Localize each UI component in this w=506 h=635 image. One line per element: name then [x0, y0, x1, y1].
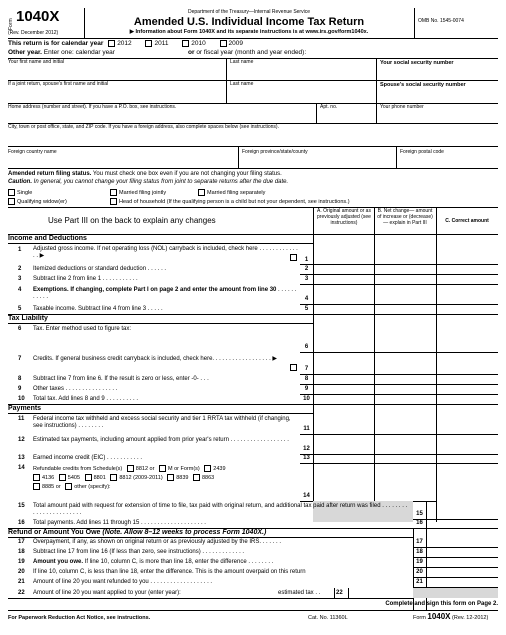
filing-mfj[interactable]: Married filing jointly [110, 189, 166, 196]
line-14-row3: 8885 or other (specify): [33, 483, 111, 490]
spouse-ssn-field[interactable]: Spouse's social security number [380, 82, 466, 88]
section-income: Income and Deductions [8, 235, 87, 242]
form-8801-checkbox[interactable] [85, 474, 92, 481]
year-2010-label: 2010 [191, 40, 206, 48]
form-revision: (Rev. December 2012) [8, 30, 59, 36]
spouse-last-name-field[interactable]: Last name [230, 81, 254, 87]
line-1-number: 1 [18, 247, 22, 253]
line-6-text[interactable]: Tax. Enter method used to figure tax: [33, 326, 132, 332]
line-11-text: Federal income tax withheld and excess social security and tier 1 RRTA tax withheld (if changing, see instructions) . . . . . . . . [33, 416, 291, 429]
line-19-text: Amount you owe. If line 10, column C, is more than line 18, enter the difference . . . . . . . . [33, 559, 274, 565]
other-year-row [8, 49, 115, 57]
line-10-text: Total tax. Add lines 8 and 9 . . . . . . . . . . [33, 396, 139, 402]
line-12-text: Estimated tax payments, including amount applied from prior year's return . . . . . . . . . . . . . . . . . . [33, 437, 289, 443]
info-line: ▶ Information about Form 1040X and its separate instructions is at www.irs.gov/form1040x. [129, 29, 369, 35]
line-20-text: If line 10, column C, is less than line 18, enter the difference. This is the amount overpaid on this return [33, 569, 306, 575]
other-specify-checkbox[interactable] [65, 483, 72, 490]
line-4-text: Exemptions. If changing, complete Part I on page 2 and enter the amount from line 30 . . . . . . . . . . . [33, 287, 297, 300]
year-2009-label: 2009 [228, 40, 244, 48]
omb-number: OMB No. 1545-0074 [418, 18, 464, 24]
gbc-checkbox[interactable] [290, 364, 297, 371]
filing-status-heading: Amended return filing status. You must check one box even if you are not changing your filing status. [8, 171, 282, 177]
complete-sign-note: Complete and sign this form on Page 2. [385, 601, 498, 607]
explain-changes-text: Use Part III on the back to explain any changes [48, 216, 216, 225]
apt-field[interactable]: Apt. no. [320, 104, 338, 110]
other-year-label: Other year. [8, 49, 42, 56]
form-1040x: Form 1040X (Rev. December 2012) Department of the Treasury—Internal Revenue Service Amended U.S. Individual Income Tax Return ▶ Information about Form 1040X and its separate instructions is at www.irs.gov/form1040x. OMB No. 1545-0074 This return is for calendar year 2012 2011 2010 2009 Other year. Enter one: calendar year or or fiscal year (month and year ended): Your first name and initial Last name Your social security number If a joint return, spouse's first name and initial Last name Spouse's social security number Home address (number and street). If you have a P.O. box, see instructions. Apt. no. Your phone number City, town or post office, state, and ZIP code. If you have a foreign address, also complete spaces below (see instructions). Foreign country name Foreign province/state/county Foreign postal code Amended return filing status. You must check one box even if you are not changing your filing status. Caution. In general, you cannot change your filing status from joint to separate returns after the due date. Single Married filing jointly Married filing separately Qualifying widow(er) Head of household (If the qualifying person is a child but not your dependent, see instructions.) Use Part III on the back to explain any changes A. Original amount or as previously adjusted (see instructions) B. Net change— amount of increase or (decrease)— explain in Part III C. Correct amount Income and Deductions 1 Adjusted gross income. If net operating loss (NOL) carryback is included, check here . . . . . . . . . . . . . . ▶ 1 2 Itemized deductions or standard deduction . . . . . . 2 3 Subtract line 2 from line 1 . . . . . . . . . . . 3 4 Exemptions. If changing, complete Part I on page 2 and enter the amount from line 30 . . . . . . . . . . . 4 5 Taxable income. Subtract line 4 from line 3 . . . . . 5 Tax Liability 6 Tax. Enter method used to figure tax: 6 7 Credits. If general business credit carryback is included, check here. . . . . . . . . . . . . . . . . . ▶ 7 8 Subtract line 7 from line 6. If the result is zero or less, enter -0- . . . 8 9 Other taxes . . . . . . . . . . . . . . . . 9 10 Total tax. Add lines 8 and 9 . . . . . . . . . . 10 Payments 11 Federal income tax withheld and excess social security and tier 1 RRTA tax withheld (if changing, see instructions) . . . . . . . . 11 12 Estimated tax payments, including amount applied from prior year's return . . . . . . . . . . . . . . . . . . 12 13 Earned income credit (EIC) . . . . . . . . . . . 13 14 Refundable credits from Schedule(s) 8812 or M or Form(s) 2439 4136 5405 8801 8812 (2009-2011) 8839 8863 8885 or other (specify): 14 15 Total amount paid with request for extension of time to file, tax paid with original return, and additional tax paid after return was filed . . . . . . . . . . . . . . . . . . . . . . . 15 16 Total payments. Add lines 11 through 15 . . . . . . . . . . . . . . . . . . . . 16 Refund or Amount You Owe (Note. Allow 8–12 weeks to process Form 1040X.) 17 Overpayment, if any, as shown on original return or as previously adjusted by the IRS. . . . . . . 17 18 Subtract line 17 from line 16 (If less than zero, see instructions) . . . . . . . . . . . . . 18 19 Amount you owe. If line 10, column C, is more than line 18, enter the difference . . . . . . . . 19 20 If line 10, column C, is less than line 18, enter the difference. This is the amount overpaid on this return 20 21 Amount of line 20 you want refunded to you . . . . . . . . . . . . . . . . . . . 21 22 Amount of line 20 you want applied to your (enter year): estimated tax . . 22 Complete and sign this form on Page 2. For Paperwork Reduction Act Notice, see instructions. Cat. No. 11360L Form 1040X (Rev. 12-2012) [8, 8, 498, 621]
phone-field[interactable]: Your phone number [380, 104, 424, 110]
filing-qw[interactable]: Qualifying widow(er) [8, 198, 67, 205]
form-8863-checkbox[interactable] [193, 474, 200, 481]
spouse-first-name-field[interactable]: If a joint return, spouse's first name and initial [8, 81, 109, 87]
footer-form: Form 1040X (Rev. 12-2012) [413, 612, 489, 621]
column-c-header: C. Correct amount [445, 218, 489, 224]
home-address-field[interactable]: Home address (number and street). If you have a P.O. box, see instructions. [8, 104, 177, 110]
city-field[interactable]: City, town or post office, state, and ZIP code. If you have a foreign address, also complete spaces below (see instructions). [8, 124, 279, 130]
last-name-field[interactable]: Last name [230, 59, 254, 65]
year-2012-checkbox[interactable] [108, 40, 115, 47]
line-9-text: Other taxes . . . . . . . . . . . . . . . . [33, 386, 118, 392]
foreign-province-field[interactable]: Foreign province/state/county [242, 149, 308, 155]
line-5-text: Taxable income. Subtract line 4 from line 3 . . . . . [33, 306, 163, 312]
cat-number: Cat. No. 11360L [308, 615, 348, 621]
form-8812b-checkbox[interactable] [110, 474, 117, 481]
line-16-text: Total payments. Add lines 11 through 15 . . . . . . . . . . . . . . . . . . . . [33, 520, 206, 526]
form-4136-checkbox[interactable] [33, 474, 40, 481]
department: Department of the Treasury—Internal Revenue Service [187, 9, 310, 15]
sched-8812-checkbox[interactable] [127, 465, 134, 472]
line-3-text: Subtract line 2 from line 1 . . . . . . . . . . . [33, 276, 138, 282]
year-2011-checkbox[interactable] [145, 40, 152, 47]
line-21-text: Amount of line 20 you want refunded to you . . . . . . . . . . . . . . . . . . . [33, 579, 213, 585]
line-22-text: Amount of line 20 you want applied to your (enter year): [33, 590, 181, 596]
line-18-text: Subtract line 17 from line 16 (If less than zero, see instructions) . . . . . . . . . . . . . [33, 549, 245, 555]
year-2009-checkbox[interactable] [220, 40, 227, 47]
first-name-field[interactable]: Your first name and initial [8, 59, 64, 65]
other-year-text: Enter one: calendar year [43, 49, 115, 56]
line-17-text: Overpayment, if any, as shown on original return or as previously adjusted by the IRS. . . . . . . [33, 539, 282, 545]
year-2012-label: 2012 [117, 40, 132, 48]
section-refund: Refund or Amount You Owe (Note. Allow 8–12 weeks to process Form 1040X.) [8, 529, 267, 536]
line-7-text: Credits. If general business credit carryback is included, check here. . . . . . . . . . . . . . . . . . ▶ [33, 356, 278, 362]
form-8885-checkbox[interactable] [33, 483, 40, 490]
line-22-estimated: estimated tax . . [278, 590, 321, 596]
column-b-header: B. Net change— amount of increase or (decrease)— explain in Part III [377, 208, 433, 226]
fiscal-year-text[interactable]: or or fiscal year (month and year ended): [188, 49, 307, 56]
sched-m-checkbox[interactable] [159, 465, 166, 472]
paperwork-notice: For Paperwork Reduction Act Notice, see instructions. [8, 615, 151, 621]
year-2011-label: 2011 [154, 40, 169, 48]
year-label: This return is for calendar year [8, 40, 104, 48]
section-tax: Tax Liability [8, 315, 48, 322]
form-number: 1040X [16, 8, 60, 25]
line-8-text: Subtract line 7 from line 6. If the result is zero or less, enter -0- . . . [33, 376, 209, 382]
form-5405-checkbox[interactable] [59, 474, 66, 481]
section-payments: Payments [8, 405, 42, 412]
line-14-row2: 4136 5405 8801 8812 (2009-2011) 8839 8863 [33, 474, 214, 481]
line-13-text: Earned income credit (EIC) . . . . . . . . . . . [33, 455, 143, 461]
form-label-vertical: Form [8, 18, 14, 30]
filing-single[interactable]: Single [8, 189, 32, 196]
line-22-box: 22 [336, 590, 343, 596]
foreign-postal-field[interactable]: Foreign postal code [400, 149, 444, 155]
line-14-row1: Refundable credits from Schedule(s) 8812 or M or Form(s) 2439 [33, 465, 226, 472]
line-15-text: Total amount paid with request for extension of time to file, tax paid with original return, and additional tax paid after return was filed . . . . . . . . . . . . . . . . . . . . . . . [33, 503, 408, 516]
foreign-country-field[interactable]: Foreign country name [8, 149, 57, 155]
form-8839-checkbox[interactable] [167, 474, 174, 481]
filing-status-caution: Caution. In general, you cannot change your filing status from joint to separate returns after the due date. [8, 179, 289, 185]
ssn-field[interactable]: Your social security number [380, 60, 454, 66]
nol-checkbox[interactable] [290, 254, 297, 261]
form-2439-checkbox[interactable] [204, 465, 211, 472]
line-1-text: Adjusted gross income. If net operating loss (NOL) carryback is included, check here . . . . . . . . . . . . . . ▶ [33, 246, 298, 259]
form-title: Amended U.S. Individual Income Tax Return [133, 16, 365, 28]
column-a-header: A. Original amount or as previously adjusted (see instructions) [317, 208, 371, 226]
year-2010-checkbox[interactable] [182, 40, 189, 47]
year-row [8, 40, 243, 48]
line-2-text: Itemized deductions or standard deduction . . . . . . [33, 266, 167, 272]
filing-hoh[interactable]: Head of household (If the qualifying person is a child but not your dependent, see instructions.) [110, 198, 350, 205]
filing-mfs[interactable]: Married filing separately [198, 189, 265, 196]
